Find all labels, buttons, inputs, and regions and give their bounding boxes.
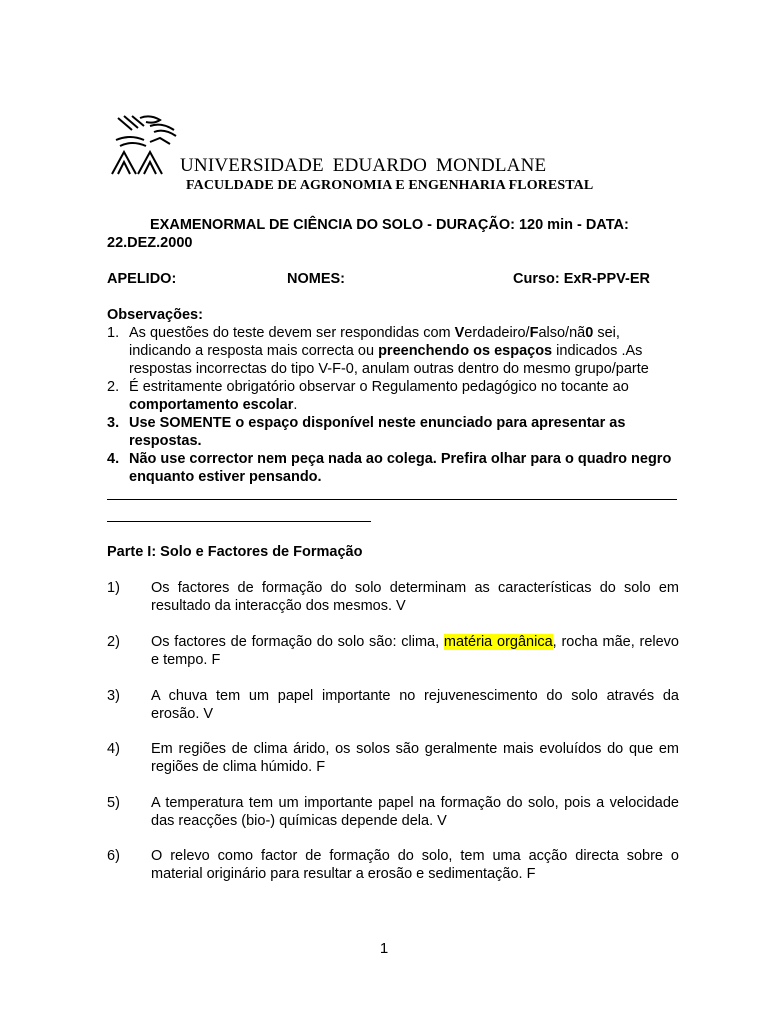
question-item: 2) Os factores de formação do solo são: clima, matéria orgânica, rocha mãe, relevo e tempo. F bbox=[107, 634, 679, 668]
observation-item: 3. Use SOMENTE o espaço disponível neste enunciado para apresentar as respostas. bbox=[107, 415, 626, 449]
divider bbox=[107, 521, 371, 522]
student-identification bbox=[107, 271, 677, 289]
question-item: 5) A temperatura tem um importante papel na formação do solo, pois a velocidade das reacções (bio-) químicas depende dela. V bbox=[107, 795, 679, 829]
section-title: Parte I: Solo e Factores de Formação bbox=[107, 544, 363, 560]
question-item: 6) O relevo como factor de formação do solo, tem uma acção directa sobre o material originário para resultar a erosão e sedimentação. F bbox=[107, 848, 679, 882]
nomes-label: NOMES: bbox=[287, 271, 345, 287]
question-item: 1) Os factores de formação do solo determinam as características do solo em resultado da interacção dos mesmos. V bbox=[107, 580, 679, 614]
question-item: 3) A chuva tem um papel importante no rejuvenescimento do solo através da erosão. V bbox=[107, 688, 679, 722]
page-number: 1 bbox=[379, 940, 389, 957]
observation-item: 4. Não use corrector nem peça nada ao colega. Prefira olhar para o quadro negro enquanto estiver pensando. bbox=[107, 451, 672, 485]
exam-date: 22.DEZ.2000 bbox=[107, 235, 193, 251]
uem-logo-icon bbox=[110, 112, 182, 178]
observation-item: 1. As questões do teste devem ser respondidas com Verdadeiro/Falso/nã0 sei, indicando a resposta mais correcta ou preenchendo os espaços indicados .As respostas incorrectas do tipo V-F-0, anulam outras dentro do mesmo grupo/parte bbox=[107, 325, 649, 377]
highlighted-text: matéria orgânica bbox=[443, 634, 553, 650]
curso-label: Curso: ExR-PPV-ER bbox=[513, 271, 650, 287]
observations-title: Observações: bbox=[107, 307, 203, 323]
exam-title-line1: EXAMENORMAL DE CIÊNCIA DO SOLO - DURAÇÃO: 120 min - DATA: bbox=[150, 217, 629, 233]
faculty-name: FACULDADE DE AGRONOMIA E ENGENHARIA FLORESTAL bbox=[186, 178, 594, 193]
observations-list bbox=[107, 324, 677, 486]
observation-item: 2. É estritamente obrigatório observar o Regulamento pedagógico no tocante ao comportamento escolar. bbox=[107, 379, 629, 413]
divider bbox=[107, 499, 677, 500]
exam-title bbox=[107, 216, 677, 252]
question-item: 4) Em regiões de clima árido, os solos são geralmente mais evoluídos do que em regiões de clima húmido. F bbox=[107, 741, 679, 775]
apelido-label: APELIDO: bbox=[107, 271, 177, 287]
university-name: UNIVERSIDADE EDUARDO MONDLANE bbox=[180, 155, 547, 176]
